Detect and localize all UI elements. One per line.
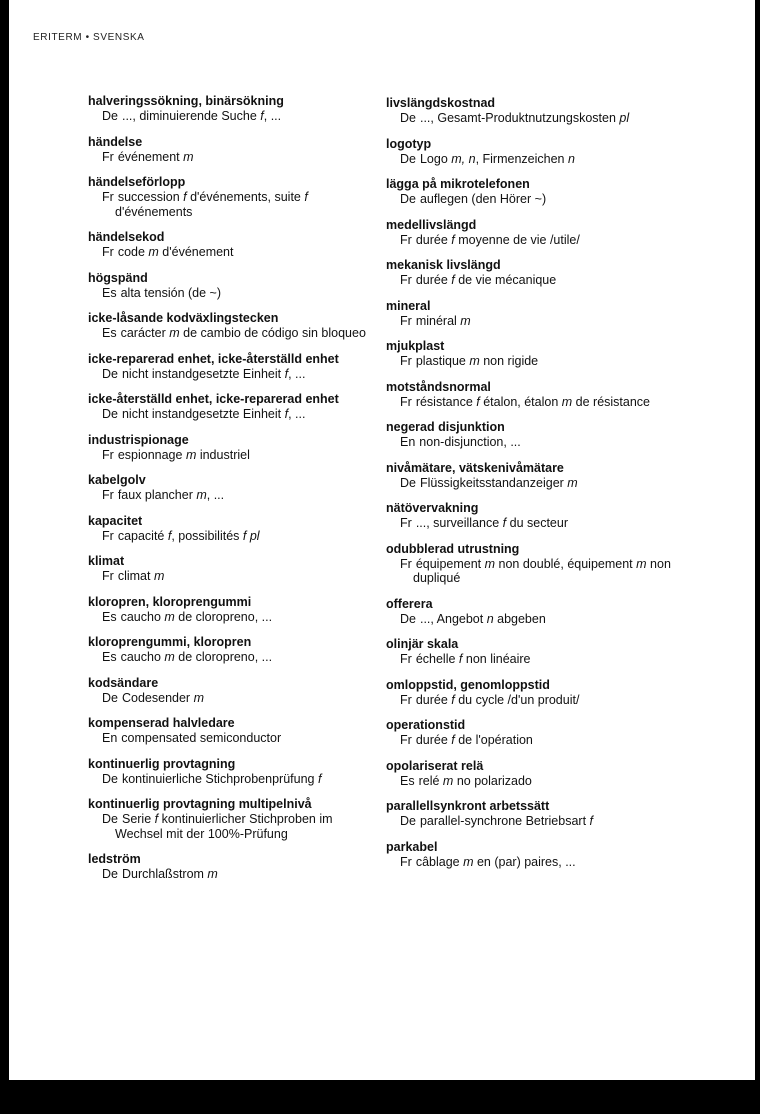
definition-text: nicht instandgesetzte Einheit f, ... [121, 366, 306, 381]
language-code: Fr [102, 190, 114, 204]
language-code: De [102, 407, 118, 421]
entry-definition [88, 488, 378, 503]
language-code: Fr [400, 516, 412, 530]
definition-text: événement m [117, 149, 194, 164]
definition-text: Serie f kontinuierlicher Stichproben im Wechsel mit der 100%-Prüfung [115, 812, 333, 841]
definition-text: carácter m de cambio de código sin bloqueo [120, 326, 366, 340]
dictionary-entry [386, 840, 676, 870]
entry-term: mineral [386, 298, 431, 313]
language-code: Fr [102, 245, 114, 259]
entry-term: icke-återställd enhet, icke-reparerad enhet [88, 392, 339, 406]
language-code: Fr [102, 488, 114, 502]
dictionary-entry [386, 299, 676, 329]
language-code: Fr [400, 313, 412, 328]
entry-definition [386, 693, 676, 708]
language-code: Es [102, 650, 117, 664]
language-code: De [400, 814, 416, 828]
dictionary-entry [88, 554, 378, 584]
left-column [88, 94, 378, 893]
language-code: Es [102, 609, 117, 624]
definition-text: capacité f, possibilités f pl [117, 528, 260, 543]
entry-term: logotyp [386, 136, 432, 151]
entry-term: kabelgolv [88, 473, 146, 487]
definition-text: durée f du cycle /d'un produit/ [415, 692, 580, 707]
entry-term: icke-reparerad enhet, icke-återställd enhet [88, 351, 339, 366]
dictionary-entry [386, 177, 676, 207]
entry-definition [88, 529, 378, 544]
dictionary-entry [88, 175, 378, 219]
entry-term: händelsekod [88, 230, 165, 244]
dictionary-entry [386, 501, 676, 531]
dictionary-entry [88, 852, 378, 882]
entry-definition [386, 435, 676, 450]
definition-text: ..., surveillance f du secteur [415, 516, 568, 530]
dictionary-entry [88, 311, 378, 341]
entry-definition [386, 395, 676, 410]
entry-term: kloropren, kloroprengummi [88, 594, 252, 609]
dictionary-entry [88, 473, 378, 503]
definition-text: Codesender m [121, 690, 204, 705]
dictionary-entry [88, 94, 378, 124]
entry-term: livslängdskostnad [386, 96, 496, 110]
entry-definition [88, 109, 378, 124]
entry-term: klimat [88, 554, 125, 568]
language-code: Fr [400, 854, 412, 869]
entry-term: händelse [88, 134, 143, 149]
entry-term: mekanisk livslängd [386, 258, 501, 272]
entry-term: opolariserat relä [386, 758, 484, 773]
entry-definition [386, 152, 676, 167]
dictionary-entry [88, 595, 378, 625]
definition-text: nicht instandgesetzte Einheit f, ... [121, 407, 306, 421]
entry-term: lägga på mikrotelefonen [386, 177, 530, 191]
dictionary-entry [88, 676, 378, 706]
entry-definition [386, 476, 676, 491]
entry-term: operationstid [386, 718, 466, 732]
entry-term: kompenserad halvledare [88, 716, 235, 730]
entry-definition [88, 812, 378, 841]
entry-term: motståndsnormal [386, 379, 491, 394]
dictionary-entry [88, 757, 378, 787]
dictionary-entry [386, 137, 676, 167]
definition-text: ..., diminuierende Suche f, ... [121, 109, 282, 123]
dictionary-entry [88, 135, 378, 165]
entry-definition [386, 314, 676, 329]
dictionary-entry [386, 597, 676, 627]
entry-definition [386, 774, 676, 789]
dictionary-page [9, 0, 755, 1080]
definition-text: alta tensión (de ~) [120, 285, 222, 300]
dictionary-entry [88, 271, 378, 301]
language-code: En [102, 731, 118, 745]
entry-term: omloppstid, genomloppstid [386, 677, 550, 692]
dictionary-entry [88, 392, 378, 422]
language-code: Fr [400, 692, 412, 707]
entry-term: medellivslängd [386, 217, 477, 232]
right-column [386, 96, 676, 880]
entry-term: industrispionage [88, 432, 189, 447]
language-code: Es [102, 285, 117, 300]
language-code: Es [102, 326, 117, 340]
dictionary-entry [386, 759, 676, 789]
definition-text: kontinuierliche Stichprobenprüfung f [121, 771, 322, 786]
definition-text: durée f de l'opération [415, 733, 533, 747]
definition-text: minéral m [415, 313, 471, 328]
dictionary-entry [88, 635, 378, 665]
language-code: De [400, 611, 416, 626]
entry-term: kontinuerlig provtagning multipelnivå [88, 797, 312, 811]
entry-definition [88, 691, 378, 706]
language-code: De [102, 366, 118, 381]
entry-term: händelseförlopp [88, 175, 186, 189]
definition-text: durée f moyenne de vie /utile/ [415, 232, 580, 247]
definition-text: faux plancher m, ... [117, 488, 225, 502]
language-code: De [102, 771, 118, 786]
entry-definition [386, 855, 676, 870]
dictionary-entry [88, 230, 378, 260]
entry-definition [88, 286, 378, 301]
language-code: De [400, 111, 416, 125]
definition-text: succession f d'événements, suite f d'événements [115, 190, 308, 219]
entry-definition [88, 650, 378, 665]
definition-text: durée f de vie mécanique [415, 273, 557, 287]
dictionary-entry [386, 678, 676, 708]
dictionary-entry [386, 637, 676, 667]
definition-text: caucho m de cloropreno, ... [120, 609, 273, 624]
definition-text: code m d'événement [117, 245, 234, 259]
entry-definition [386, 814, 676, 829]
language-code: De [102, 867, 118, 881]
language-code: Es [400, 773, 415, 788]
definition-text: Flüssigkeitsstandanzeiger m [419, 475, 578, 490]
definition-text: caucho m de cloropreno, ... [120, 650, 273, 664]
entry-term: parallellsynkront arbetssätt [386, 799, 550, 813]
entry-term: odubblerad utrustning [386, 541, 520, 556]
entry-definition [386, 354, 676, 369]
language-code: De [102, 690, 118, 705]
definition-text: auflegen (den Hörer ~) [419, 192, 547, 206]
language-code: Fr [400, 273, 412, 287]
definition-text: espionnage m industriel [117, 447, 250, 462]
entry-definition [386, 733, 676, 748]
language-code: De [400, 475, 416, 490]
definition-text: climat m [117, 569, 165, 583]
entry-definition [386, 652, 676, 667]
language-code: Fr [102, 569, 114, 583]
dictionary-entry [386, 542, 676, 586]
entry-definition [88, 367, 378, 382]
entry-term: kodsändare [88, 675, 159, 690]
dictionary-entry [386, 718, 676, 748]
entry-definition [386, 612, 676, 627]
entry-term: nivåmätare, vätskenivåmätare [386, 460, 564, 475]
definition-text: plastique m non rigide [415, 354, 539, 368]
dictionary-entry [386, 461, 676, 491]
definition-text: non-disjunction, ... [419, 435, 521, 449]
entry-term: ledström [88, 852, 141, 866]
definition-text: câblage m en (par) paires, ... [415, 854, 576, 869]
dictionary-entry [88, 797, 378, 841]
dictionary-entry [88, 352, 378, 382]
entry-definition [386, 516, 676, 531]
language-code: Fr [102, 447, 114, 462]
language-code: Fr [400, 733, 412, 747]
dictionary-entry [386, 420, 676, 450]
language-code: Fr [400, 394, 412, 409]
entry-term: kontinuerlig provtagning [88, 756, 236, 771]
dictionary-entry [386, 258, 676, 288]
entry-definition [386, 233, 676, 248]
language-code: De [102, 109, 118, 123]
entry-definition [386, 111, 676, 126]
entry-term: negerad disjunktion [386, 420, 505, 434]
entry-definition [88, 326, 378, 341]
entry-definition [386, 192, 676, 207]
entry-term: mjukplast [386, 339, 445, 353]
entry-term: parkabel [386, 839, 438, 854]
entry-definition [88, 772, 378, 787]
language-code: Fr [400, 652, 412, 666]
language-code: Fr [102, 528, 114, 543]
definition-text: Durchlaßstrom m [121, 867, 218, 881]
definition-text: parallel-synchrone Betriebsart f [419, 814, 593, 828]
dictionary-entry [386, 380, 676, 410]
definition-text: compensated semiconductor [121, 731, 282, 745]
language-code: Fr [400, 232, 412, 247]
entry-definition [88, 867, 378, 882]
definition-text: équipement m non doublé, équipement m non dupliqué [413, 556, 671, 585]
dictionary-entry [386, 339, 676, 369]
entry-definition [88, 448, 378, 463]
dictionary-entry [88, 433, 378, 463]
entry-definition [88, 150, 378, 165]
entry-definition [386, 273, 676, 288]
dictionary-entry [386, 218, 676, 248]
language-code: En [400, 435, 416, 449]
dictionary-entry [88, 514, 378, 544]
language-code: De [102, 812, 118, 826]
dictionary-entry [386, 96, 676, 126]
language-code: Fr [102, 149, 114, 164]
entry-definition [88, 569, 378, 584]
language-code: Fr [400, 354, 412, 368]
definition-text: ..., Gesamt-Produktnutzungskosten pl [419, 111, 630, 125]
definition-text: relé m no polarizado [418, 773, 532, 788]
entry-definition [88, 731, 378, 746]
entry-definition [88, 190, 378, 219]
entry-term: kapacitet [88, 513, 143, 528]
entry-definition [88, 407, 378, 422]
entry-term: kloroprengummi, kloropren [88, 635, 252, 649]
definition-text: ..., Angebot n abgeben [419, 611, 546, 626]
language-code: De [400, 192, 416, 206]
language-code: De [400, 151, 416, 166]
definition-text: résistance f étalon, étalon m de résistance [415, 394, 651, 409]
entry-definition [88, 245, 378, 260]
definition-text: échelle f non linéaire [415, 652, 531, 666]
entry-definition [386, 557, 676, 586]
dictionary-entry [88, 716, 378, 746]
entry-term: nätövervakning [386, 501, 479, 515]
entry-definition [88, 610, 378, 625]
language-code: Fr [400, 556, 412, 571]
entry-term: icke-låsande kodväxlingstecken [88, 311, 279, 325]
running-header: ERITERM • SVENSKA [33, 32, 145, 43]
entry-term: offerera [386, 596, 433, 611]
entry-term: högspänd [88, 270, 148, 285]
entry-term: olinjär skala [386, 637, 459, 651]
entry-term: halveringssökning, binärsökning [88, 94, 284, 108]
dictionary-entry [386, 799, 676, 829]
definition-text: Logo m, n, Firmenzeichen n [419, 151, 575, 166]
